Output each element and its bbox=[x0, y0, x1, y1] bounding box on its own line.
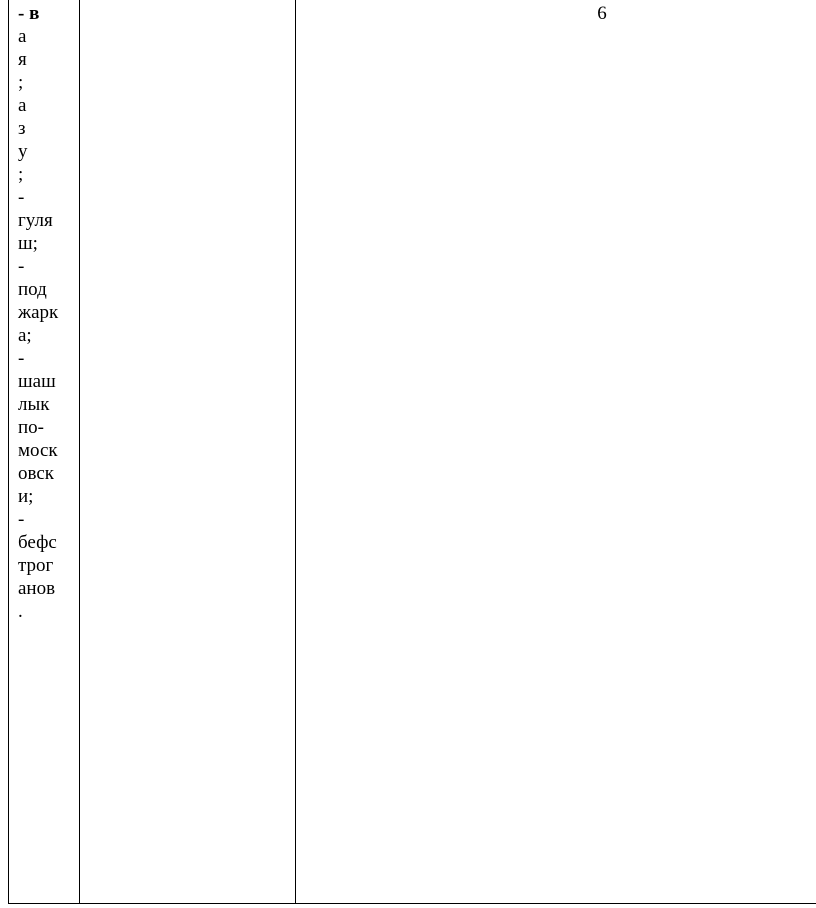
column-divider-2 bbox=[295, 0, 296, 903]
dish-list-line: - bbox=[18, 256, 25, 277]
dish-list-line: лык bbox=[18, 394, 50, 415]
dish-list-line: ; bbox=[18, 164, 24, 185]
dish-list-line: ш; bbox=[18, 233, 38, 254]
table bbox=[8, 0, 816, 904]
dish-list-line: трог bbox=[18, 555, 54, 576]
dish-list-line: а; bbox=[18, 325, 32, 346]
dish-list-line: овск bbox=[18, 463, 55, 484]
dish-list-line: - bbox=[18, 187, 25, 208]
dish-list-line: я bbox=[18, 49, 27, 70]
page-number: 6 bbox=[597, 3, 607, 24]
dish-list-line: по- bbox=[18, 417, 44, 438]
dish-list-line: под bbox=[18, 279, 47, 300]
dish-list-line: а bbox=[18, 95, 27, 116]
dish-list-line: з bbox=[18, 118, 26, 139]
dish-list-line: шаш bbox=[18, 371, 56, 392]
dish-list-cell bbox=[18, 2, 74, 623]
dish-list-line: бефс bbox=[18, 532, 57, 553]
dish-list-line: жарк bbox=[18, 302, 59, 323]
dish-list-line: и; bbox=[18, 486, 34, 507]
dish-list-line: а bbox=[18, 26, 27, 47]
dish-list-line: у bbox=[18, 141, 28, 162]
dish-list-line: - в bbox=[18, 3, 40, 24]
dish-list-line: ; bbox=[18, 72, 24, 93]
dish-list-line: . bbox=[18, 601, 23, 622]
column-divider-1 bbox=[79, 0, 80, 903]
dish-list-line: анов bbox=[18, 578, 56, 599]
dish-list-line: - bbox=[18, 509, 25, 530]
dish-list-line: - bbox=[18, 348, 25, 369]
dish-list-line: гуля bbox=[18, 210, 53, 231]
dish-list-line: моск bbox=[18, 440, 58, 461]
